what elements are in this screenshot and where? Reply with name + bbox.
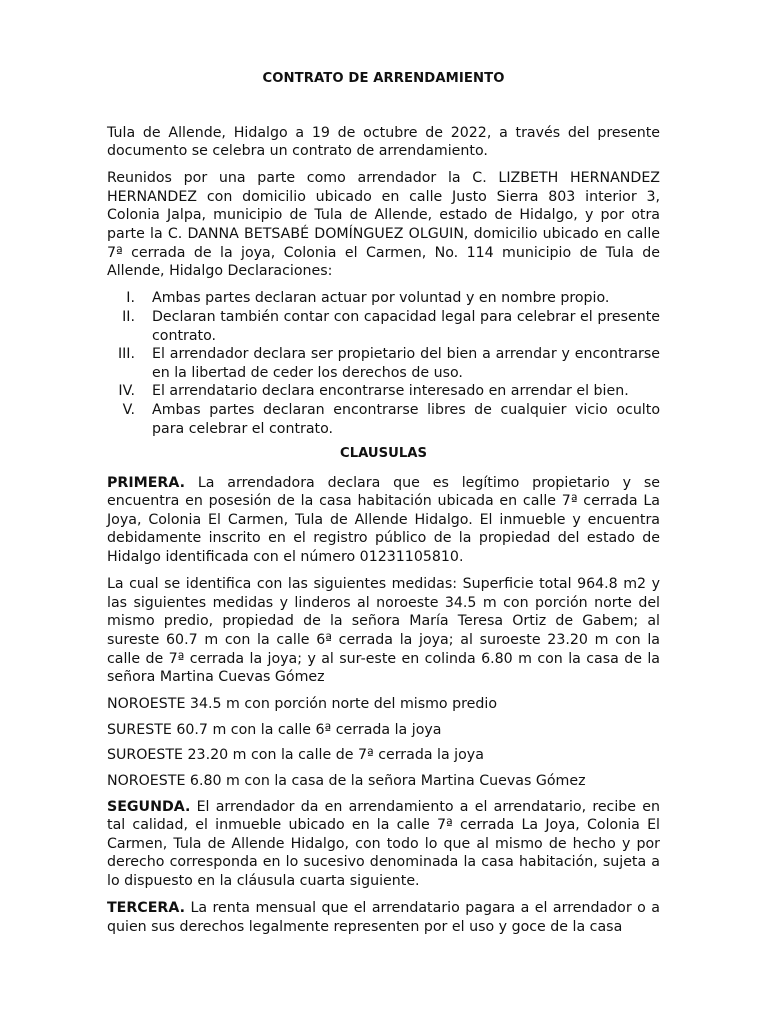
declaration-item	[107, 401, 660, 438]
clause-text: La renta mensual que el arrendatario pagara a el arrendador o a quien sus derechos legalmente representen por el uso y goce de la casa	[107, 900, 660, 935]
declaration-number: IV.	[118, 383, 135, 400]
declaration-text: El arrendatario declara encontrarse interesado en arrendar el bien.	[152, 383, 629, 400]
declaration-number: II.	[122, 308, 135, 325]
clause-text: El arrendador da en arrendamiento a el arrendatario, recibe en tal calidad, el inmueble ubicado en la calle 7ª cerrada La Joya, Colonia El Carmen, Tula de Allende Hidalgo, con todo lo que al mismo de hecho y por derecho corresponda en lo sucesivo denominada la casa habitación, sujeta a lo dispuesto en la cláusula cuarta siguiente.	[107, 798, 660, 889]
declarations-list	[107, 289, 660, 438]
measures-paragraph: La cual se identifica con las siguientes medidas: Superficie total 964.8 m2 y las siguientes medidas y linderos al noroeste 34.5 m con porción norte del mismo predio, propiedad de la señora María Teresa Ortiz de Gabem; al sureste 60.7 m con la calle 6ª cerrada la joya; al suroeste 23.20 m con la calle de 7ª cerrada la joya; y al sur-este en colinda 6.80 m con la casa de la señora Martina Cuevas Gómez	[107, 576, 660, 686]
document-page	[107, 70, 660, 945]
clause-segunda	[107, 798, 660, 891]
parties-paragraph: Reunidos por una parte como arrendador la C. LIZBETH HERNANDEZ HERNANDEZ con domicilio ubicado en calle Justo Sierra 803 interior 3, Colonia Jalpa, municipio de Tula de Allende, estado de Hidalgo, y por otra parte la C. DANNA BETSABÉ DOMÍNGUEZ OLGUIN, domicilio ubicado en calle 7ª cerrada de la joya, Colonia el Carmen, No. 114 municipio de Tula de Allende, Hidalgo Declaraciones:	[107, 170, 660, 280]
declaration-number: I.	[126, 290, 135, 307]
declaration-item	[107, 308, 660, 345]
declaration-text: Ambas partes declaran actuar por voluntad y en nombre propio.	[152, 290, 610, 307]
declaration-item	[107, 289, 660, 308]
declaration-item	[107, 345, 660, 382]
declaration-number: V.	[122, 401, 135, 418]
declaration-number: III.	[117, 346, 135, 363]
clause-primera	[107, 474, 660, 567]
clause-label: TERCERA.	[107, 900, 185, 917]
clauses-heading: CLAUSULAS	[340, 446, 427, 462]
clause-tercera	[107, 899, 660, 936]
boundary-line: NOROESTE 6.80 m con la casa de la señora Martina Cuevas Gómez	[107, 773, 586, 789]
declaration-text: Declaran también contar con capacidad legal para celebrar el presente contrato.	[152, 308, 660, 344]
boundary-line: SUROESTE 23.20 m con la calle de 7ª cerrada la joya	[107, 747, 484, 764]
intro-paragraph: Tula de Allende, Hidalgo a 19 de octubre de 2022, a través del presente documento se celebra un contrato de arrendamiento.	[107, 124, 660, 160]
boundary-line: SURESTE 60.7 m con la calle 6ª cerrada la joya	[107, 721, 442, 738]
clause-text: La arrendadora declara que es legítimo propietario y se encuentra en posesión de la casa habitación ubicada en calle 7ª cerrada La Joya, Colonia El Carmen, Tula de Allende Hidalgo. El inmueble y encuentra debidamente inscrito en el registro público de la propiedad del estado de Hidalgo identificada con el número 01231105810.	[107, 474, 660, 566]
boundary-line: NOROESTE 34.5 m con porción norte del mismo predio	[107, 696, 497, 713]
clause-label: PRIMERA.	[107, 474, 185, 491]
document-title: CONTRATO DE ARRENDAMIENTO	[262, 71, 505, 86]
declaration-text: El arrendador declara ser propietario del bien a arrendar y encontrarse en la libertad de ceder los derechos de uso.	[152, 346, 660, 381]
declaration-item	[107, 382, 660, 401]
declaration-text: Ambas partes declaran encontrarse libres de cualquier vicio oculto para celebrar el contrato.	[152, 401, 660, 437]
clause-label: SEGUNDA.	[107, 798, 191, 815]
